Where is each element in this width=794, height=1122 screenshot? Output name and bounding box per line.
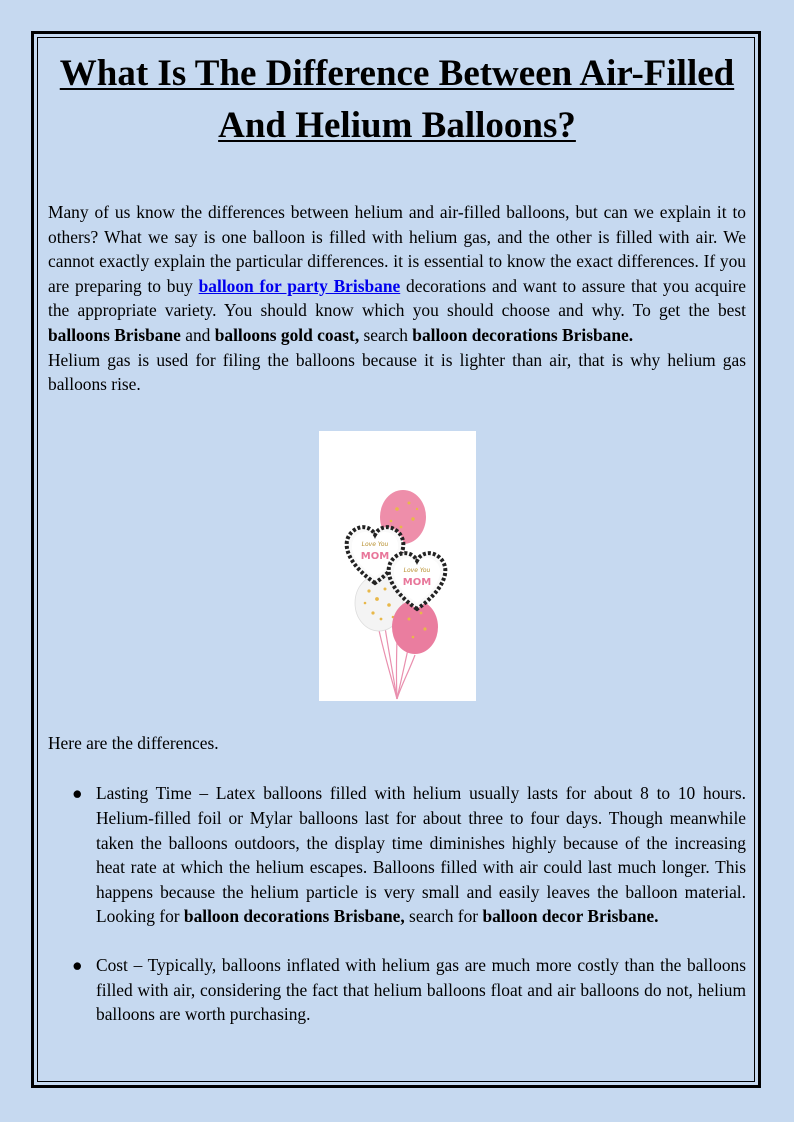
svg-text:MOM: MOM — [402, 576, 431, 588]
differences-list — [48, 781, 746, 1026]
bold-balloon-decorations-2: balloon decorations Brisbane, — [183, 906, 405, 927]
bold-balloons-gold-coast: balloons gold coast, — [214, 324, 360, 345]
title-line-1: What Is The Difference Between Air-Filled — [59, 53, 735, 94]
balloon-bouquet-icon — [319, 431, 476, 701]
bullet-icon: ● — [72, 783, 83, 804]
lasting-time-mid: search for — [404, 906, 483, 927]
svg-text:Love You: Love You — [361, 540, 388, 548]
title-line-2: And Helium Balloons? — [218, 105, 576, 146]
lasting-time-text: Lasting Time – Latex balloons filled with helium usually lasts for about 8 to 10 hours. Helium-filled foil or Mylar balloons last for about three to four days. Though meanwhile taken the balloons outdoors, the display time diminishes highly because of the increasing heat rate at which the helium escapes. Balloons filled with air could last much longer. This happens because the helium particle is very small and easily leaves the balloon material. Looking for — [96, 783, 746, 927]
list-item-lasting-time — [48, 781, 746, 929]
page-title — [48, 48, 746, 152]
intro-text-4: search — [359, 324, 413, 345]
bold-balloons-brisbane: balloons Brisbane — [48, 324, 181, 345]
differences-heading: Here are the differences. — [48, 732, 219, 753]
bullet-icon: ● — [72, 954, 83, 975]
svg-text:Love You: Love You — [403, 566, 430, 574]
intro-text-3: and — [180, 324, 215, 345]
bold-balloon-decorations: balloon decorations Brisbane. — [412, 324, 634, 345]
document-body — [48, 48, 746, 1027]
intro-text-2: decorations and want to assure that you acquire the appropriate variety. You should know which you should choose and why. To get the best — [48, 275, 746, 321]
balloon-bouquet-image — [319, 431, 476, 701]
balloon-party-link[interactable]: balloon for party Brisbane — [198, 275, 401, 296]
helium-paragraph: Helium gas is used for filing the balloons because it is lighter than air, that is why helium gas balloons rise. — [48, 349, 746, 395]
svg-text:MOM: MOM — [360, 550, 389, 562]
list-item-cost — [48, 953, 746, 1027]
cost-text: Cost – Typically, balloons inflated with helium gas are much more costly than the balloons filled with air, considering the fact that helium balloons float and air balloons do not, helium balloons are worth purchasing. — [96, 954, 746, 1025]
intro-paragraph — [48, 200, 746, 348]
bold-balloon-decor: balloon decor Brisbane. — [482, 906, 659, 927]
intro-text-1: Many of us know the differences between helium and air-filled balloons, but can we explain it to others? What we say is one balloon is filled with helium gas, and the other is filled with air. We cannot exactly explain the particular differences. it is essential to know the exact differences. If you are preparing to buy — [48, 202, 746, 296]
